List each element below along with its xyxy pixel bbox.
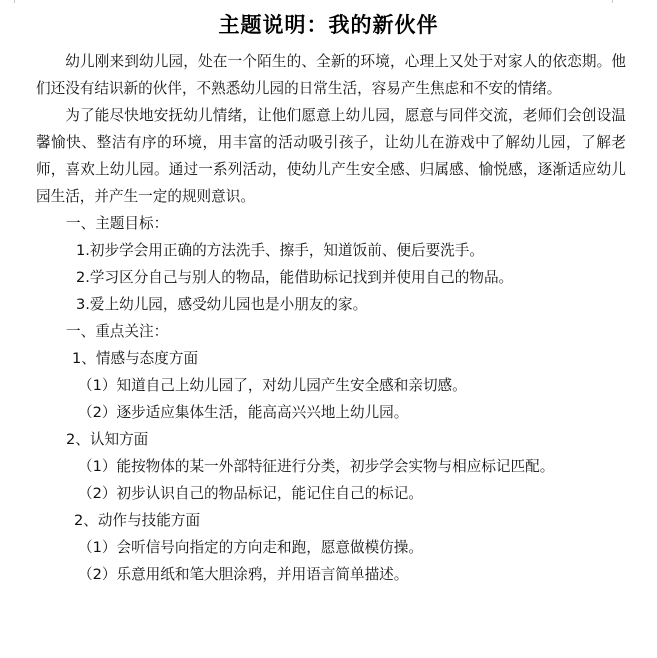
focus-section-title-motor: 2、动作与技能方面 [74, 512, 201, 529]
focus-item-cognition-1: （1）能按物体的某一外部特征进行分类，初步学会实物与相应标记匹配。 [78, 458, 555, 475]
focus-heading: 一、重点关注： [66, 323, 169, 340]
focus-item-cognition-2: （2）初步认识自己的物品标记，能记住自己的标记。 [78, 485, 423, 502]
intro-paragraph-2: 为了能尽快地安抚幼儿情绪，让他们愿意上幼儿园，愿意与同伴交流，老师们会创设温馨愉快、整洁有序的环境，用丰富的活动吸引孩子，让幼儿在游戏中了解幼儿园，了解老师，喜欢上幼儿园。通过一系列活动，使幼儿产生安全感、归属感、愉悦感，逐渐适应幼儿园生活，并产生一定的规则意识。 [36, 107, 626, 205]
focus-item-motor-1: （1）会听信号向指定的方向走和跑，愿意做模仿操。 [78, 539, 423, 556]
focus-section-title-emotion: 1、情感与态度方面 [72, 350, 199, 367]
goal-item-2: 2.学习区分自己与别人的物品，能借助标记找到并使用自己的物品。 [76, 269, 514, 286]
intro-paragraph-1: 幼儿刚来到幼儿园，处在一个陌生的、全新的环境，心理上又处于对家人的依恋期。他们还没有结识新的伙伴，不熟悉幼儿园的日常生活，容易产生焦虑和不安的情绪。 [36, 53, 626, 97]
focus-item-emotion-2: （2）逐步适应集体生活，能高高兴兴地上幼儿园。 [78, 404, 409, 421]
focus-section-title-cognition: 2、认知方面 [66, 431, 149, 448]
margin-mark-right [612, 0, 613, 3]
focus-item-emotion-1: （1）知道自己上幼儿园了，对幼儿园产生安全感和亲切感。 [78, 377, 467, 394]
document-title: 主题说明：我的新伙伴 [218, 13, 439, 37]
focus-item-motor-2: （2）乐意用纸和笔大胆涂鸦，并用语言简单描述。 [78, 566, 409, 583]
goals-heading: 一、主题目标： [66, 215, 169, 232]
goal-item-3: 3.爱上幼儿园，感受幼儿园也是小朋友的家。 [76, 296, 368, 313]
margin-mark-left [14, 0, 15, 3]
goal-item-1: 1.初步学会用正确的方法洗手、擦手，知道饭前、便后要洗手。 [76, 242, 484, 259]
document-body [36, 48, 626, 588]
